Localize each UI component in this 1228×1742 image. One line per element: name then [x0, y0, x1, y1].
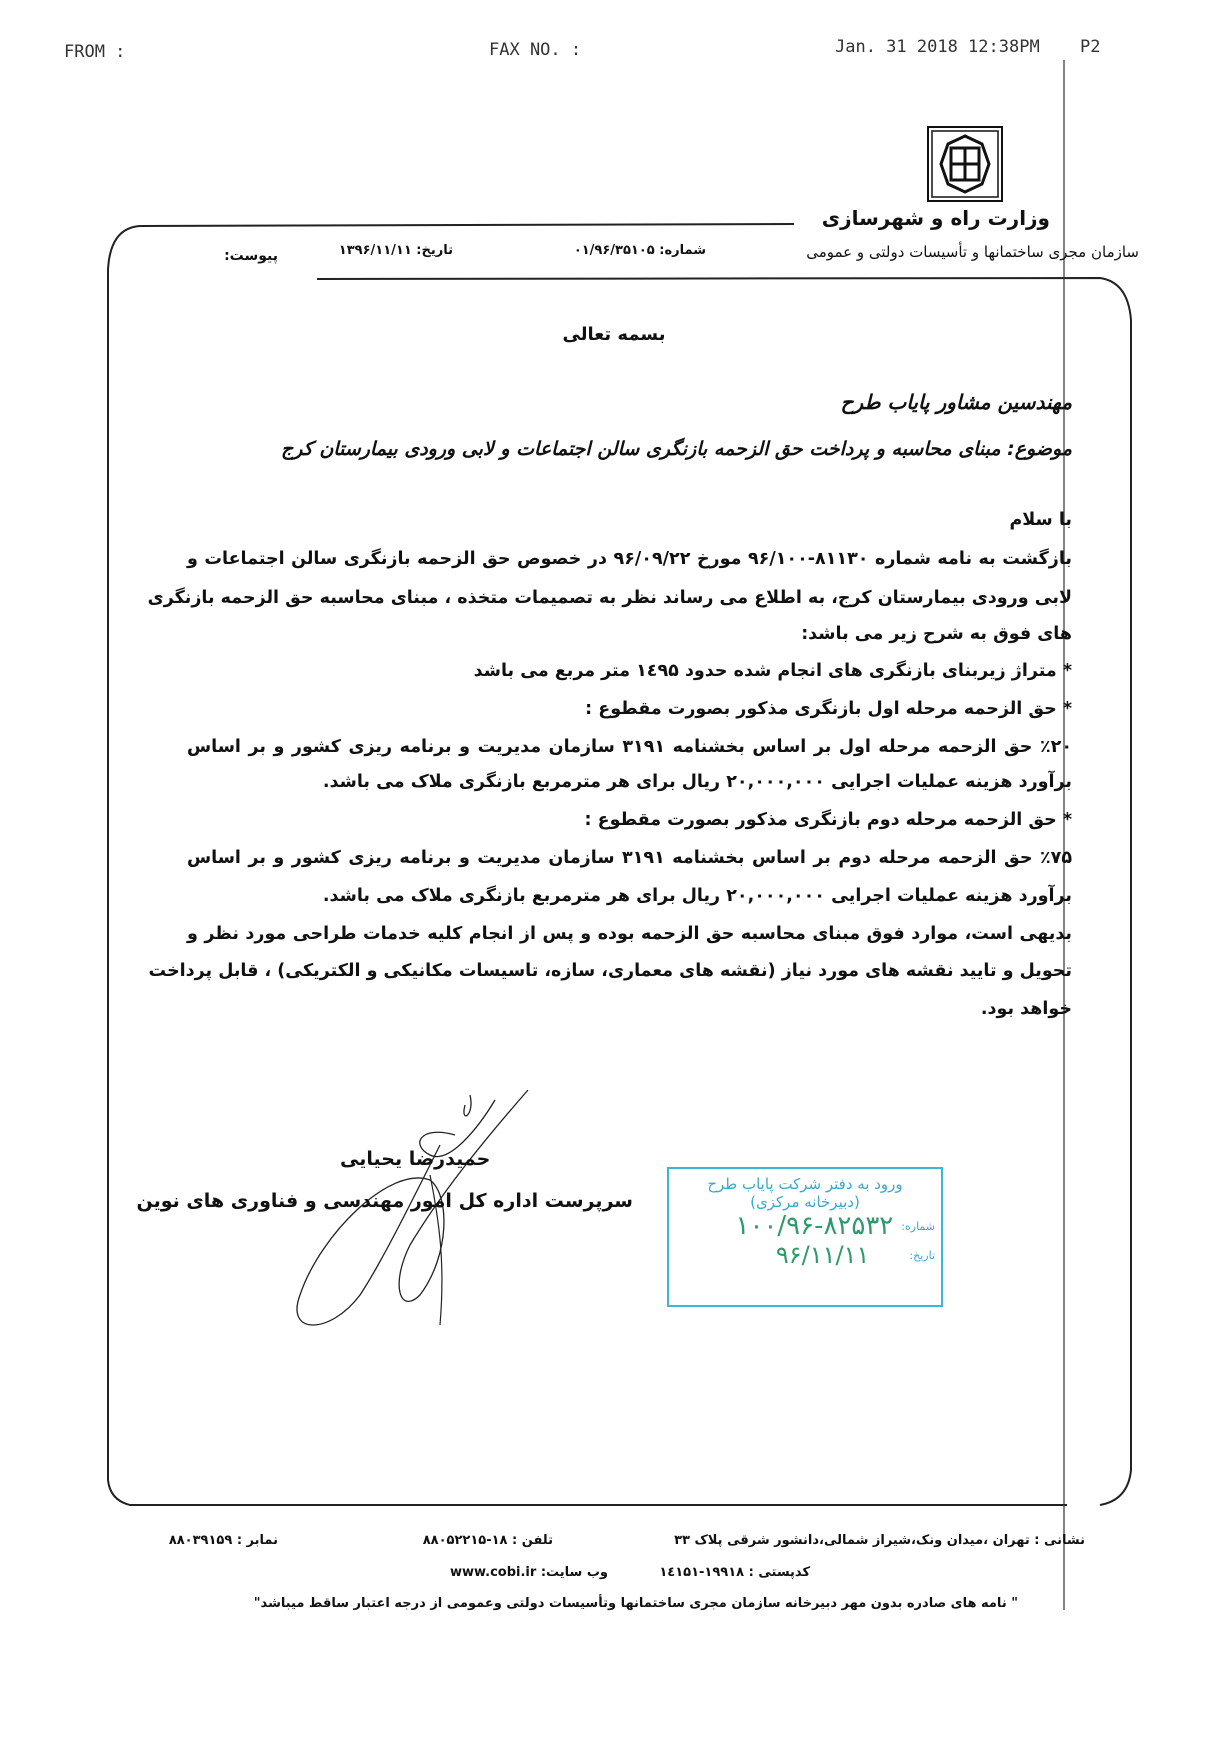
- body-line: ٪۲۰ حق الزحمه مرحله اول بر اساس بخشنامه ۳۱۹۱ سازمان مدیریت و برنامه ریزی کشور و بر اساس: [187, 737, 1072, 757]
- body-line: * متراژ زیربنای بازنگری های انجام شده حدود ۱٤۹۵ متر مربع می باشد: [473, 661, 1072, 681]
- stamp-number-label: شماره:: [901, 1219, 935, 1233]
- body-line: * حق الزحمه مرحله اول بازنگری مذکور بصورت مقطوع :: [585, 699, 1072, 719]
- body-line: های فوق به شرح زیر می باشد:: [801, 624, 1072, 644]
- fax-page: P2: [1080, 37, 1101, 57]
- body-line: * حق الزحمه مرحله دوم بازنگری مذکور بصورت مقطوع :: [584, 810, 1072, 830]
- receipt-stamp: [667, 1167, 943, 1307]
- body-line: برآورد هزینه عملیات اجرایی ۲۰,۰۰۰,۰۰۰ ریال برای هر مترمربع بازنگری ملاک می باشد.: [322, 772, 1072, 792]
- recipient: مهندسین مشاور پایاب طرح: [840, 390, 1072, 414]
- body-line: لابی ورودی بیمارستان کرج، به اطلاع می رساند نظر به تصمیمات متخذه ، مبنای محاسبه حق الزحمه بازنگری: [147, 588, 1072, 608]
- invocation: بسمه تعالی: [562, 324, 666, 345]
- ministry-name: وزارت راه و شهرسازی: [821, 206, 1050, 230]
- stamp-line1: ورود به دفتر شرکت پایاب طرح: [707, 1175, 903, 1193]
- body-line: بدیهی است، موارد فوق مبنای محاسبه حق الزحمه بوده و پس از انجام کلیه خدمات طراحی مورد نظر و: [187, 924, 1072, 944]
- body-line: تحویل و تایید نقشه های مورد نیاز (نقشه های معماری، سازه، تاسیسات مکانیکی و الکتریکی) ، قابل پرداخت: [148, 961, 1072, 981]
- footer-postal-code: کدپستی : ۱۹۹۱۸-۱٤۱۵۱: [659, 1565, 810, 1580]
- organization-name: سازمان مجری ساختمانها و تأسیسات دولتی و عمومی: [806, 243, 1139, 261]
- signatory-title: سرپرست اداره کل امور مهندسی و فناوری های نوین: [136, 1190, 633, 1212]
- stamp-date: ۹۶/۱۱/۱۱: [775, 1241, 870, 1269]
- fax-from: FROM :: [64, 42, 126, 62]
- letter-date: تاریخ: ۱۳۹۶/۱۱/۱۱: [338, 243, 453, 258]
- body-line: خواهد بود.: [980, 999, 1072, 1019]
- fax-datetime: Jan. 31 2018 12:38PM: [835, 37, 1040, 57]
- footer-notice: " نامه های صادره بدون مهر دبیرخانه سازمان مجری ساختمانها وتأسیسات دولتی وعمومی از درجه اعتبار ساقط میباشد": [253, 1596, 1018, 1611]
- body-line: بازگشت به نامه شماره ۸۱۱۳۰-۹۶/۱۰۰ مورخ ۹۶/۰۹/۲۲ در خصوص حق الزحمه بازنگری سالن اجتماعات و: [187, 549, 1073, 569]
- letter-attachment: پیوست:: [224, 248, 278, 264]
- footer-address: نشانی : تهران ،میدان ونک،شیراز شمالی،دانشور شرقی پلاک ۳۳: [674, 1533, 1085, 1548]
- letter-number: شماره: ۰۱/۹۶/۳۵۱۰۵: [573, 243, 706, 258]
- body-line: ٪۷۵ حق الزحمه مرحله دوم بر اساس بخشنامه ۳۱۹۱ سازمان مدیریت و برنامه ریزی کشور و بر اساس: [187, 848, 1072, 868]
- subject: موضوع: مبنای محاسبه و پرداخت حق الزحمه بازنگری سالن اجتماعات و لابی ورودی بیمارستان کرج: [280, 438, 1072, 460]
- footer-fax: نمابر : ۸۸۰۳۹۱۵۹: [168, 1533, 278, 1548]
- footer-phone: تلفن : ۱۸-۸۸۰۵۲۲۱۵: [422, 1533, 553, 1548]
- footer-website[interactable]: وب سایت: www.cobi.ir: [449, 1565, 608, 1580]
- signatory-name: حمیدرضا یحیایی: [340, 1148, 491, 1170]
- stamp-number: ۱۰۰/۹۶-۸۲۵۳۲: [735, 1211, 894, 1241]
- ministry-logo: [927, 126, 1003, 202]
- stamp-line2: (دبیرخانه مرکزی): [750, 1193, 860, 1211]
- stamp-date-label: تاریخ:: [909, 1248, 935, 1262]
- fax-number: FAX NO. :: [489, 40, 582, 60]
- greeting: با سلام: [1009, 510, 1072, 530]
- body-line: برآورد هزینه عملیات اجرایی ۲۰,۰۰۰,۰۰۰ ریال برای هر مترمربع بازنگری ملاک می باشد.: [322, 886, 1072, 906]
